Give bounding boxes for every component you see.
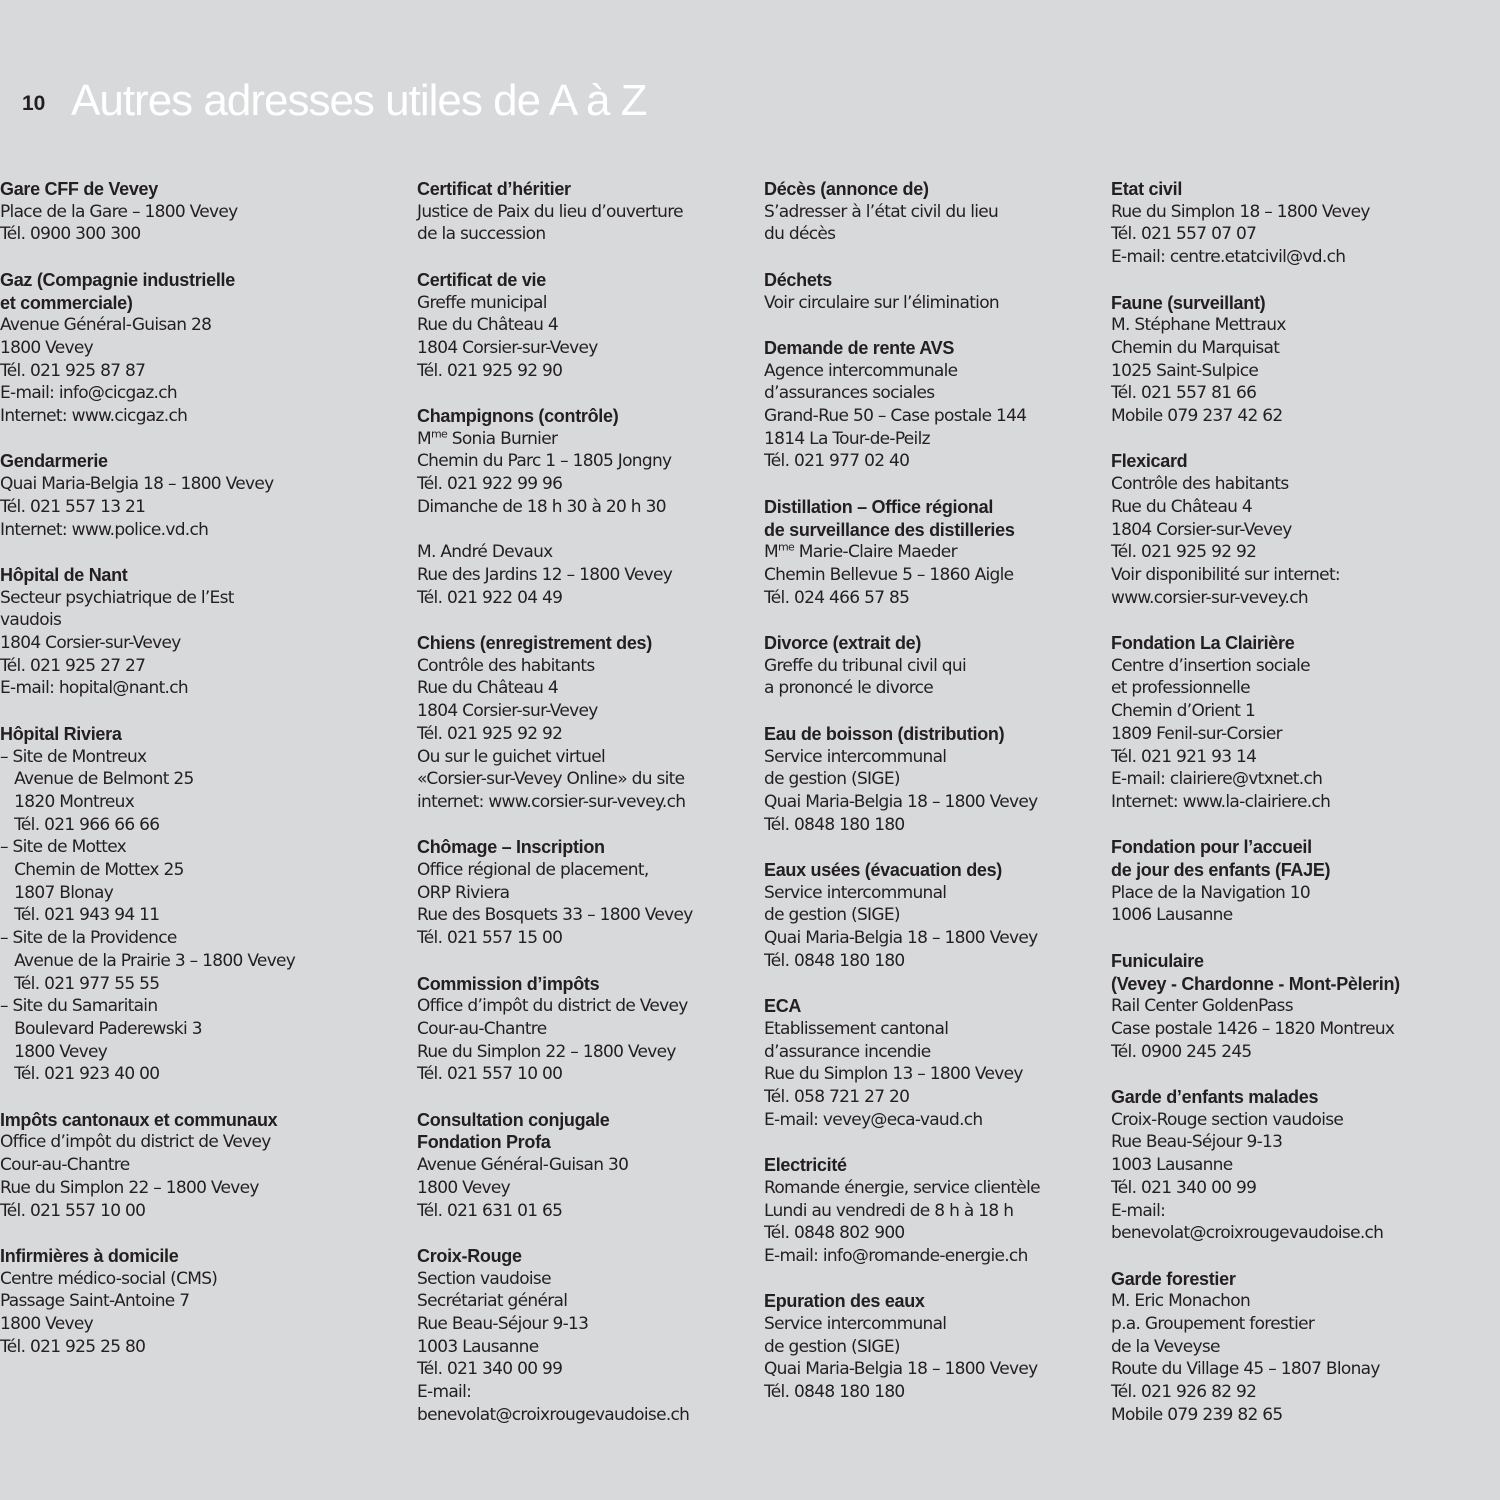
entry-line: Rail Center GoldenPass [1111,996,1293,1017]
entry-line: E-mail: [417,1382,472,1403]
entry-line: Avenue Général-Guisan 30 [417,1155,629,1176]
directory-entry [764,496,1104,610]
entry-line: du décès [764,224,836,245]
entry-line: E-mail: vevey@eca-vaud.ch [764,1109,983,1130]
directory-entry [1111,1086,1451,1245]
directory-entry [1111,450,1451,609]
entry-line: Cour-au-Chantre [0,1155,130,1176]
entry-title: Commission d’impôts [417,973,600,994]
entry-title: Fondation La Clairière [1111,633,1295,654]
entry-line: Centre médico-social (CMS) [0,1268,218,1289]
entry-line: 1807 Blonay [0,882,114,903]
entry-line: Tél. 024 466 57 85 [764,587,910,608]
entry-line: Internet: www.cicgaz.ch [0,406,188,427]
directory-entry [417,541,757,609]
directory-entry [417,632,757,814]
entry-line: E-mail: centre.etatcivil@vd.ch [1111,247,1346,268]
entry-line: – Site de la Providence [0,928,177,949]
entry-line: 1814 La Tour-de-Peilz [764,428,930,449]
entry-line: Office d’impôt du district de Vevey [417,996,688,1017]
entry-title: Funiculaire (Vevey - Chardonne - Mont-Pèlerin) [1111,950,1400,994]
entry-line: Internet: www.police.vd.ch [0,519,209,540]
entry-line: Lundi au vendredi de 8 h à 18 h [764,1200,1014,1221]
entry-line: Office d’impôt du district de Vevey [0,1132,271,1153]
entry-title: Etat civil [1111,179,1183,199]
entry-line: 1006 Lausanne [1111,905,1233,926]
entry-line: Contrôle des habitants [1111,474,1289,495]
directory-entry [417,269,757,383]
entry-line: Quai Maria-Belgia 18 – 1800 Vevey [764,1359,1038,1380]
entry-line: Greffe du tribunal civil qui [764,655,966,676]
directory-entry [0,564,340,700]
entry-title: Certificat d’héritier [417,179,571,199]
entry-line: $M^{me}$ Marie-Claire Maeder [764,540,957,563]
entry-line: Contrôle des habitants [417,655,595,676]
entry-line: Tél. 0900 245 245 [1111,1041,1252,1062]
entry-line: ORP Riviera [417,882,510,903]
entry-line: Tél. 021 923 40 00 [0,1064,160,1085]
entry-line: Dimanche de 18 h 30 à 20 h 30 [417,496,666,517]
entry-line: 1800 Vevey [0,337,94,358]
directory-entry [0,269,340,428]
entry-line: Internet: www.la-clairiere.ch [1111,791,1331,812]
column-1 [417,178,757,1449]
entry-line: Cour-au-Chantre [417,1018,547,1039]
entry-line: benevolat@croixrougevaudoise.ch [417,1404,690,1425]
entry-line: Chemin du Parc 1 – 1805 Jongny [417,451,672,472]
entry-line: Tél. 021 557 81 66 [1111,383,1257,404]
directory-entry [1111,836,1451,927]
directory-entry [417,178,757,246]
directory-entry [0,723,340,1086]
entry-line: Tél. 021 966 66 66 [0,814,160,835]
entry-line: Secrétariat général [417,1291,568,1312]
entry-line: Avenue Général-Guisan 28 [0,315,212,336]
entry-line: Chemin Bellevue 5 – 1860 Aigle [764,564,1014,585]
entry-line: $M^{me}$ Sonia Burnier [417,427,558,449]
entry-line: Tél. 058 721 27 20 [764,1087,910,1108]
directory-entry [764,269,1104,314]
entry-line: Office régional de placement, [417,860,649,881]
directory-entry [417,1245,757,1427]
entry-line: Mobile 079 239 82 65 [1111,1404,1283,1425]
entry-line: Rue du Château 4 [417,678,559,699]
entry-line: Tél. 021 631 01 65 [417,1200,563,1221]
page-title: Autres adresses utiles de A à Z [71,76,647,125]
entry-line: 1025 Saint-Sulpice [1111,360,1259,381]
entry-line: Service intercommunal [764,1314,947,1335]
entry-line: Section vaudoise [417,1268,551,1289]
entry-line: 1804 Corsier-sur-Vevey [417,701,598,722]
entry-line: Rue du Simplon 18 – 1800 Vevey [1111,201,1370,222]
entry-title: Eaux usées (évacuation des) [764,860,1003,880]
entry-line: S’adresser à l’état civil du lieu [764,201,999,222]
entry-line: 1800 Vevey [0,1041,108,1062]
entry-line: 1820 Montreux [0,791,135,812]
directory-entry [1111,178,1451,269]
directory-entry [764,1154,1104,1268]
entry-line: Rue des Bosquets 33 – 1800 Vevey [417,905,693,926]
entry-line: Tél. 0848 180 180 [764,1382,905,1403]
directory-entry [1111,1268,1451,1427]
entry-line: M. Eric Monachon [1111,1291,1251,1312]
entry-line: Tél. 021 943 94 11 [0,905,160,926]
entry-line: Centre d’insertion sociale [1111,655,1310,676]
directory-entry [417,405,757,519]
entry-title: Garde forestier [1111,1268,1236,1289]
entry-line: Service intercommunal [764,746,947,767]
entry-line: Croix-Rouge section vaudoise [1111,1109,1344,1130]
entry-title: Consultation conjugale Fondation Profa [417,1109,610,1153]
entry-line: Service intercommunal [764,882,947,903]
page-number: 10 [22,92,46,115]
directory-entry [764,859,1104,973]
entry-line: Agence intercommunale [764,360,958,381]
entry-title: Flexicard [1111,451,1188,472]
entry-line: Tél. 021 921 93 14 [1111,746,1257,767]
entry-line: Tél. 021 977 02 40 [764,451,910,472]
entry-line: E-mail: [1111,1200,1166,1221]
entry-line: de gestion (SIGE) [764,769,900,790]
column-4 [0,178,340,1381]
entry-line: Romande énergie, service clientèle [764,1177,1040,1198]
entry-line: Tél. 0848 180 180 [764,950,905,971]
directory-entry [0,1245,340,1359]
entry-line: 1800 Vevey [0,1314,94,1335]
directory-entry [764,723,1104,837]
entry-line: Case postale 1426 – 1820 Montreux [1111,1018,1395,1039]
entry-line: Route du Village 45 – 1807 Blonay [1111,1359,1380,1380]
entry-line: Chemin de Mottex 25 [0,860,184,881]
entry-line: Tél. 0848 180 180 [764,814,905,835]
entry-title: ECA [764,996,802,1017]
entry-title: Hôpital de Nant [0,564,128,585]
entry-line: – Site du Samaritain [0,996,158,1017]
entry-line: E-mail: hopital@nant.ch [0,678,188,699]
directory-entry [1111,632,1451,814]
entry-line: Avenue de Belmont 25 [0,769,194,790]
entry-title: Infirmières à domicile [0,1245,179,1266]
directory-entry [764,337,1104,473]
entry-title: Croix-Rouge [417,1245,522,1266]
entry-line: benevolat@croixrougevaudoise.ch [1111,1223,1384,1244]
entry-line: Chemin du Marquisat [1111,337,1280,358]
entry-line: internet: www.corsier-sur-vevey.ch [417,791,686,812]
column-2 [764,178,1104,1427]
entry-title: Chiens (enregistrement des) [417,633,652,653]
entry-line: – Site de Montreux [0,746,147,767]
directory-entry [0,1109,340,1223]
entry-line: Mobile 079 237 42 62 [1111,406,1283,427]
entry-line: Tél. 021 557 07 07 [1111,224,1257,245]
directory-entry [1111,950,1451,1064]
directory-entry [417,1109,757,1223]
entry-line: – Site de Mottex [0,837,127,858]
entry-line: Rue du Château 4 [1111,496,1253,517]
entry-line: vaudois [0,610,62,631]
entry-line: Justice de Paix du lieu d’ouverture [417,201,683,222]
entry-line: E-mail: clairiere@vtxnet.ch [1111,769,1323,790]
entry-line: E-mail: info@romande-energie.ch [764,1245,1028,1266]
directory-entry [764,1290,1104,1404]
entry-line: Rue du Château 4 [417,315,559,336]
entry-line: d’assurances sociales [764,383,935,404]
directory-entry [0,178,340,246]
entry-line: Tél. 021 925 92 92 [1111,542,1257,563]
entry-line: d’assurance incendie [764,1041,931,1062]
entry-title: Gare CFF de Vevey [0,179,158,199]
entry-title: Epuration des eaux [764,1291,925,1312]
entry-line: et professionnelle [1111,678,1250,699]
entry-line: Place de la Gare – 1800 Vevey [0,201,238,222]
entry-line: M. Stéphane Mettraux [1111,315,1286,336]
entry-title: Demande de rente AVS [764,337,955,358]
entry-line: Tél. 021 557 15 00 [417,928,563,949]
entry-title: Gaz (Compagnie industrielle et commerciale) [0,269,235,313]
entry-line: Tél. 021 557 13 21 [0,496,146,517]
entry-title: Faune (surveillant) [1111,292,1266,313]
entry-line: Tél. 021 925 92 90 [417,360,563,381]
entry-line: Tél. 021 557 10 00 [417,1064,563,1085]
entry-title: Distillation – Office régional de surveillance des distilleries [764,496,1015,540]
entry-title: Certificat de vie [417,269,546,290]
entry-title: Garde d’enfants malades [1111,1087,1319,1108]
entry-line: Tél. 021 925 27 27 [0,655,146,676]
entry-line: 1804 Corsier-sur-Vevey [0,633,181,654]
entry-line: Etablissement cantonal [764,1018,949,1039]
entry-title: Déchets [764,269,832,290]
column-3 [1111,178,1451,1449]
entry-line: Tél. 021 925 87 87 [0,360,146,381]
entry-line: Tél. 021 925 92 92 [417,723,563,744]
entry-line: Quai Maria-Belgia 18 – 1800 Vevey [764,928,1038,949]
entry-line: Tél. 0900 300 300 [0,224,141,245]
entry-line: Rue du Simplon 13 – 1800 Vevey [764,1064,1023,1085]
entry-title: Chômage – Inscription [417,837,605,858]
entry-line: Voir circulaire sur l’élimination [764,292,999,313]
entry-title: Impôts cantonaux et communaux [0,1109,278,1130]
entry-line: Rue Beau-Séjour 9-13 [1111,1132,1283,1153]
directory-entry [417,973,757,1087]
entry-line: Ou sur le guichet virtuel [417,746,606,767]
entry-line: Tél. 0848 802 900 [764,1223,905,1244]
entry-line: 1800 Vevey [417,1177,511,1198]
directory-entry [764,178,1104,246]
entry-line: Grand-Rue 50 – Case postale 144 [764,406,1027,426]
entry-line: Tél. 021 922 04 49 [417,587,563,608]
entry-line: de la succession [417,224,546,245]
directory-entry [0,450,340,541]
entry-line: a prononcé le divorce [764,678,934,699]
entry-line: 1809 Fenil-sur-Corsier [1111,723,1282,744]
entry-line: 1003 Lausanne [417,1336,539,1357]
entry-line: Tél. 021 977 55 55 [0,973,160,994]
entry-line: Quai Maria-Belgia 18 – 1800 Vevey [0,474,274,495]
entry-line: Tél. 021 926 82 92 [1111,1382,1257,1403]
entry-title: Eau de boisson (distribution) [764,723,1005,744]
entry-line: Secteur psychiatrique de l’Est [0,587,234,608]
entry-title: Hôpital Riviera [0,723,122,744]
entry-line: Rue Beau-Séjour 9-13 [417,1314,589,1335]
entry-line: de gestion (SIGE) [764,905,900,926]
entry-line: de la Veveyse [1111,1336,1220,1357]
entry-line: 1804 Corsier-sur-Vevey [417,337,598,358]
entry-line: E-mail: info@cicgaz.ch [0,383,177,404]
entry-line: p.a. Groupement forestier [1111,1314,1315,1335]
directory-entry [1111,292,1451,428]
entry-line: Passage Saint-Antoine 7 [0,1291,190,1312]
directory-entry [764,632,1104,700]
entry-line: Tél. 021 922 99 96 [417,474,563,495]
entry-line: Rue des Jardins 12 – 1800 Vevey [417,564,673,585]
entry-line: Rue du Simplon 22 – 1800 Vevey [417,1041,676,1062]
entry-title: Gendarmerie [0,451,108,472]
entry-line: 1003 Lausanne [1111,1155,1233,1176]
entry-line: de gestion (SIGE) [764,1336,900,1357]
entry-line: M. André Devaux [417,542,553,563]
entry-line: Quai Maria-Belgia 18 – 1800 Vevey [764,791,1038,812]
entry-line: 1804 Corsier-sur-Vevey [1111,519,1292,540]
entry-title: Electricité [764,1155,847,1176]
directory-entry [417,836,757,950]
entry-title: Champignons (contrôle) [417,406,619,426]
entry-line: Greffe municipal [417,292,547,313]
entry-line: Boulevard Paderewski 3 [0,1018,202,1039]
entry-line: «Corsier-sur-Vevey Online» du site [417,769,685,790]
entry-line: Tél. 021 557 10 00 [0,1200,146,1221]
entry-line: Chemin d’Orient 1 [1111,701,1256,722]
entry-line: Voir disponibilité sur internet: [1111,564,1340,585]
entry-line: Tél. 021 340 00 99 [1111,1177,1257,1198]
entry-line: Rue du Simplon 22 – 1800 Vevey [0,1177,259,1198]
entry-title: Divorce (extrait de) [764,633,922,653]
directory-entry [764,995,1104,1131]
entry-line: www.corsier-sur-vevey.ch [1111,587,1308,608]
entry-line: Tél. 021 925 25 80 [0,1336,146,1357]
entry-line: Place de la Navigation 10 [1111,882,1311,903]
entry-title: Décès (annonce de) [764,179,929,199]
entry-line: Tél. 021 340 00 99 [417,1359,563,1380]
entry-title: Fondation pour l’accueil de jour des enfants (FAJE) [1111,837,1331,881]
entry-line: Avenue de la Prairie 3 – 1800 Vevey [0,950,296,971]
